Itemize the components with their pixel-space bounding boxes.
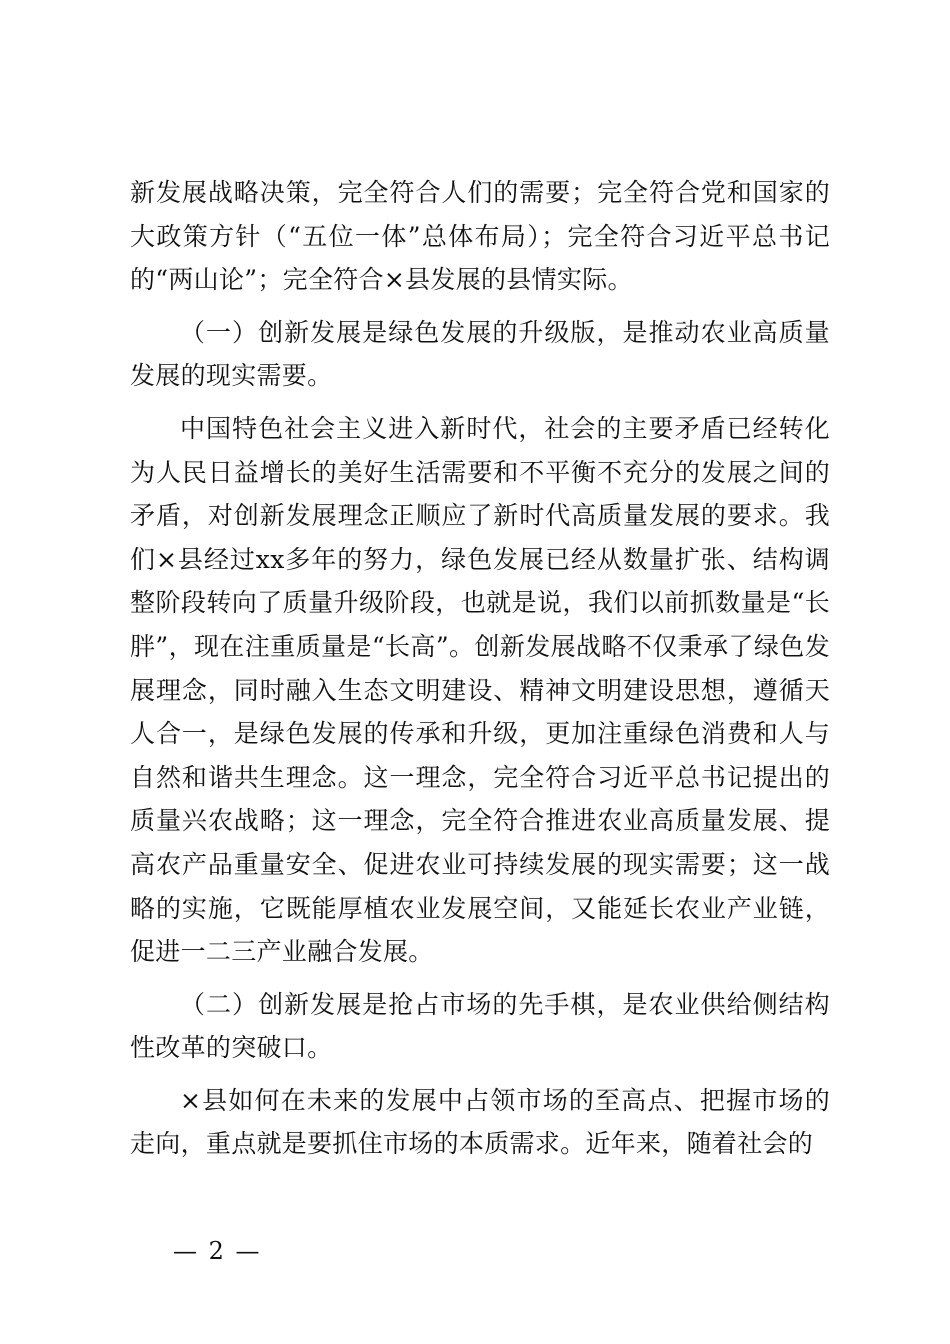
- page-number: — 2 —: [173, 1237, 262, 1265]
- paragraph-body-2: ×县如何在未来的发展中占领市场的至高点、把握市场的走向，重点就是要抓住市场的本质需求。近年来，随着社会的: [130, 1085, 830, 1159]
- body-text: [130, 171, 830, 1166]
- paragraph-body-1: 中国特色社会主义进入新时代，社会的主要矛盾已经转化为人民日益增长的美好生活需要和不平衡不充分的发展之间的矛盾，对创新发展理念正顺应了新时代高质量发展的要求。我们×县经过xx多年的努力，绿色发展已经从数量扩张、结构调整阶段转向了质量升级阶段，也就是说，我们以前抓数量是“长胖”，现在注重质量是“长高”。创新发展战略不仅秉承了绿色发展理念，同时融入生态文明建设、精神文明建设思想，遵循天人合一，是绿色发展的传承和升级，更加注重绿色消费和人与自然和谐共生理念。这一理念，完全符合习近平总书记提出的质量兴农战略；这一理念，完全符合推进农业高质量发展、提高农产品重量安全、促进农业可持续发展的现实需要；这一战略的实施，它既能厚植农业发展空间，又能延长农业产业链，促进一二三产业融合发展。: [130, 413, 830, 967]
- section-heading-1: （一）创新发展是绿色发展的升级版，是推动农业高质量发展的现实需要。: [130, 317, 830, 391]
- paragraph-continuation: 新发展战略决策，完全符合人们的需要；完全符合党和国家的大政策方针（“五位一体”总体布局）；完全符合习近平总书记的“两山论”；完全符合×县发展的县情实际。: [130, 178, 830, 295]
- section-heading-2: （二）创新发展是抢占市场的先手棋，是农业供给侧结构性改革的突破口。: [130, 989, 830, 1063]
